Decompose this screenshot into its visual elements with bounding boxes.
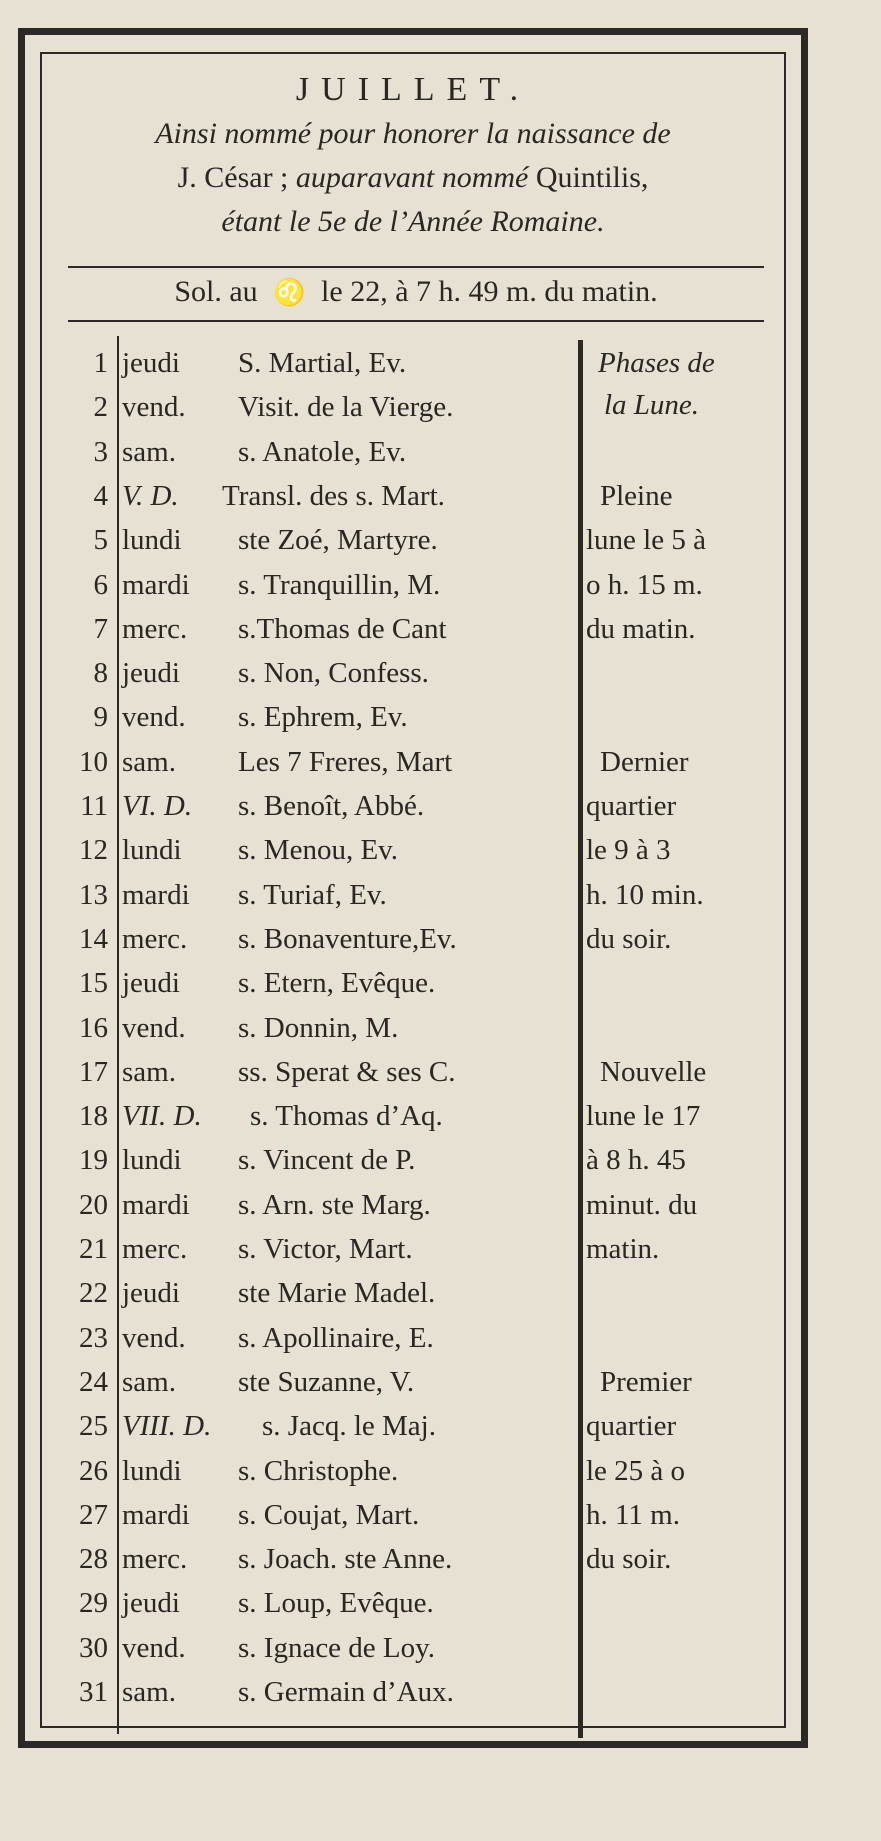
- phase-full-line: du matin.: [586, 612, 696, 645]
- saint-name: s. Loup, Evêque.: [238, 1587, 434, 1620]
- note-quintilis: Quintilis,: [535, 161, 649, 194]
- weekday: jeudi: [122, 1587, 180, 1620]
- day-number: 21: [79, 1233, 108, 1265]
- day-row: [0, 1361, 576, 1403]
- day-row: [0, 1228, 576, 1270]
- day-row: [0, 785, 576, 827]
- saint-name: s. Donnin, M.: [238, 1011, 399, 1044]
- saint-name: ste Suzanne, V.: [238, 1365, 415, 1398]
- day-number: 22: [79, 1277, 108, 1310]
- month-note-line1: Ainsi nommé pour honorer la naissance de: [155, 117, 671, 150]
- weekday: vend.: [122, 1631, 186, 1664]
- phase-first-line: h. 11 m.: [586, 1498, 680, 1531]
- saint-name: s.Thomas de Cant: [238, 612, 447, 645]
- day-row: [0, 1317, 576, 1359]
- sun-prefix: Sol. au: [174, 275, 258, 308]
- day-row: [0, 1051, 576, 1093]
- day-number: 4: [93, 479, 108, 512]
- weekday: sam.: [122, 1365, 176, 1398]
- phase-first-line: du soir.: [586, 1543, 672, 1576]
- weekday: sam.: [122, 435, 176, 468]
- phase-first-line: quartier: [586, 1410, 677, 1443]
- note-cesar: J. César ;: [177, 161, 289, 194]
- weekday: VIII. D.: [122, 1410, 212, 1443]
- day-number: 11: [80, 790, 108, 822]
- weekday: lundi: [122, 834, 182, 867]
- day-row: [0, 1405, 576, 1447]
- saint-name: s. Jacq. le Maj.: [262, 1410, 436, 1443]
- day-number: 30: [79, 1631, 108, 1664]
- day-number: 10: [79, 745, 108, 778]
- saint-name: s. Bonaventure,Ev.: [238, 922, 457, 955]
- weekday: vend.: [122, 701, 186, 734]
- saint-name: s. Victor, Mart.: [238, 1233, 413, 1265]
- phases-title-2: la Lune.: [604, 389, 700, 421]
- day-number: 2: [93, 391, 108, 424]
- weekday: mardi: [122, 878, 190, 911]
- day-row: [0, 1627, 576, 1669]
- day-row: [0, 918, 576, 960]
- saint-name: s. Thomas d’Aq.: [250, 1100, 443, 1133]
- day-row: [0, 1095, 576, 1137]
- weekday: merc.: [122, 922, 188, 955]
- month-title: JUILLET.: [295, 71, 531, 108]
- saint-name: s. Ephrem, Ev.: [238, 701, 408, 734]
- weekday: sam.: [122, 1676, 176, 1708]
- weekday: vend.: [122, 1321, 186, 1354]
- month-note-line3: étant le 5e de l’Année Romaine.: [221, 205, 605, 238]
- day-row: [0, 342, 576, 384]
- weekday: lundi: [122, 1454, 182, 1487]
- weekday: merc.: [122, 1233, 188, 1265]
- header-rule-bottom: [68, 320, 764, 322]
- saint-name: Visit. de la Vierge.: [238, 391, 454, 424]
- month-note-line2: [46, 156, 780, 200]
- day-row: [0, 1184, 576, 1226]
- day-number: 16: [79, 1011, 108, 1044]
- sun-entry: [68, 272, 764, 313]
- saint-name: s. Etern, Evêque.: [238, 967, 436, 1000]
- day-number: 12: [79, 834, 108, 867]
- saint-name: S. Martial, Ev.: [238, 347, 407, 379]
- note-auparavant: auparavant nommé: [288, 161, 536, 194]
- day-number: 3: [93, 435, 108, 468]
- weekday: V. D.: [122, 479, 179, 512]
- phase-new-line: lune le 17: [586, 1100, 701, 1133]
- day-row: [0, 1007, 576, 1049]
- weekday: vend.: [122, 1011, 186, 1044]
- day-row: [0, 564, 576, 606]
- day-row: [0, 1450, 576, 1492]
- day-row: [0, 1272, 576, 1314]
- weekday: VII. D.: [122, 1100, 202, 1133]
- phase-first-line: Premier: [600, 1365, 692, 1398]
- day-row: [0, 652, 576, 694]
- weekday: mardi: [122, 568, 190, 601]
- phase-last-line: le 9 à 3: [586, 834, 671, 867]
- phase-full-line: Pleine: [600, 479, 673, 512]
- weekday: vend.: [122, 391, 186, 424]
- day-row: [0, 475, 576, 517]
- day-row: [0, 829, 576, 871]
- day-row: [0, 741, 576, 783]
- weekday: jeudi: [122, 1277, 180, 1310]
- phase-full-line: lune le 5 à: [586, 524, 706, 557]
- saint-name: Transl. des s. Mart.: [222, 479, 445, 512]
- day-row: [0, 1671, 576, 1713]
- day-row: [0, 386, 576, 428]
- day-number: 19: [79, 1144, 108, 1177]
- weekday: merc.: [122, 1543, 188, 1576]
- saint-name: ste Zoé, Martyre.: [238, 524, 438, 557]
- day-number: 15: [79, 967, 108, 1000]
- phase-column-rule: [578, 340, 583, 1738]
- day-number: 23: [79, 1321, 108, 1354]
- day-number: 13: [79, 878, 108, 911]
- phase-last-line: du soir.: [586, 922, 672, 955]
- day-number: 7: [93, 612, 108, 645]
- saint-name: s. Benoît, Abbé.: [238, 790, 425, 822]
- phase-new-line: à 8 h. 45: [586, 1144, 686, 1177]
- day-row: [0, 1494, 576, 1536]
- day-row: [0, 696, 576, 738]
- phase-first-line: le 25 à o: [586, 1454, 686, 1487]
- saint-name: s. Ignace de Loy.: [238, 1631, 436, 1664]
- phase-new-line: Nouvelle: [600, 1055, 707, 1088]
- day-row: [0, 431, 576, 473]
- day-number: 29: [79, 1587, 108, 1620]
- day-number: 26: [79, 1454, 108, 1487]
- saint-name: s. Germain d’Aux.: [238, 1676, 454, 1708]
- saint-name: s. Menou, Ev.: [238, 834, 399, 867]
- day-row: [0, 1538, 576, 1580]
- sun-suffix: le 22, à 7 h. 49 m. du matin.: [321, 275, 658, 308]
- saint-name: Les 7 Freres, Mart: [238, 745, 453, 778]
- day-number: 31: [79, 1676, 108, 1708]
- weekday: mardi: [122, 1498, 190, 1531]
- saint-name: s. Joach. ste Anne.: [238, 1543, 453, 1576]
- saint-name: s. Christophe.: [238, 1454, 399, 1487]
- saint-name: s. Vincent de P.: [238, 1144, 416, 1177]
- day-number: 8: [93, 657, 108, 690]
- saint-name: s. Coujat, Mart.: [238, 1498, 420, 1531]
- day-row: [0, 874, 576, 916]
- weekday: mardi: [122, 1188, 190, 1221]
- saint-name: s. Anatole, Ev.: [238, 435, 407, 468]
- phase-last-line: quartier: [586, 790, 677, 822]
- saint-name: ss. Sperat & ses C.: [238, 1055, 456, 1088]
- day-number: 28: [79, 1543, 108, 1576]
- weekday: jeudi: [122, 347, 180, 379]
- saint-name: s. Arn. ste Marg.: [238, 1188, 431, 1221]
- day-number: 5: [93, 524, 108, 557]
- saint-name: s. Tranquillin, M.: [238, 568, 441, 601]
- saint-name: s. Non, Confess.: [238, 657, 429, 690]
- day-row: [0, 1582, 576, 1624]
- weekday: VI. D.: [122, 790, 193, 822]
- day-row: [0, 519, 576, 561]
- day-number: 1: [93, 347, 108, 379]
- month-header: [46, 68, 780, 244]
- leo-sign-icon: ♌: [273, 278, 306, 307]
- saint-name: s. Turiaf, Ev.: [238, 878, 387, 911]
- phase-last-line: Dernier: [600, 745, 689, 778]
- phases-title-1: Phases de: [598, 347, 715, 379]
- day-number: 9: [93, 701, 108, 734]
- day-number: 18: [79, 1100, 108, 1133]
- day-number: 24: [79, 1365, 108, 1398]
- day-row: [0, 962, 576, 1004]
- saint-name: ste Marie Madel.: [238, 1277, 436, 1310]
- day-number: 6: [93, 568, 108, 601]
- weekday: sam.: [122, 745, 176, 778]
- phase-new-line: minut. du: [586, 1188, 698, 1221]
- day-row: [0, 1139, 576, 1181]
- day-number: 20: [79, 1188, 108, 1221]
- header-rule-top: [68, 266, 764, 268]
- weekday: jeudi: [122, 657, 180, 690]
- phase-full-line: o h. 15 m.: [586, 568, 703, 601]
- day-number: 17: [79, 1055, 108, 1088]
- saint-name: s. Apollinaire, E.: [238, 1321, 434, 1354]
- weekday: lundi: [122, 524, 182, 557]
- day-number: 14: [79, 922, 108, 955]
- day-number: 25: [79, 1410, 108, 1443]
- phase-last-line: h. 10 min.: [586, 878, 704, 911]
- phase-new-line: matin.: [586, 1233, 660, 1265]
- weekday: jeudi: [122, 967, 180, 1000]
- weekday: lundi: [122, 1144, 182, 1177]
- weekday: merc.: [122, 612, 188, 645]
- day-row: [0, 608, 576, 650]
- weekday: sam.: [122, 1055, 176, 1088]
- day-number: 27: [79, 1498, 108, 1531]
